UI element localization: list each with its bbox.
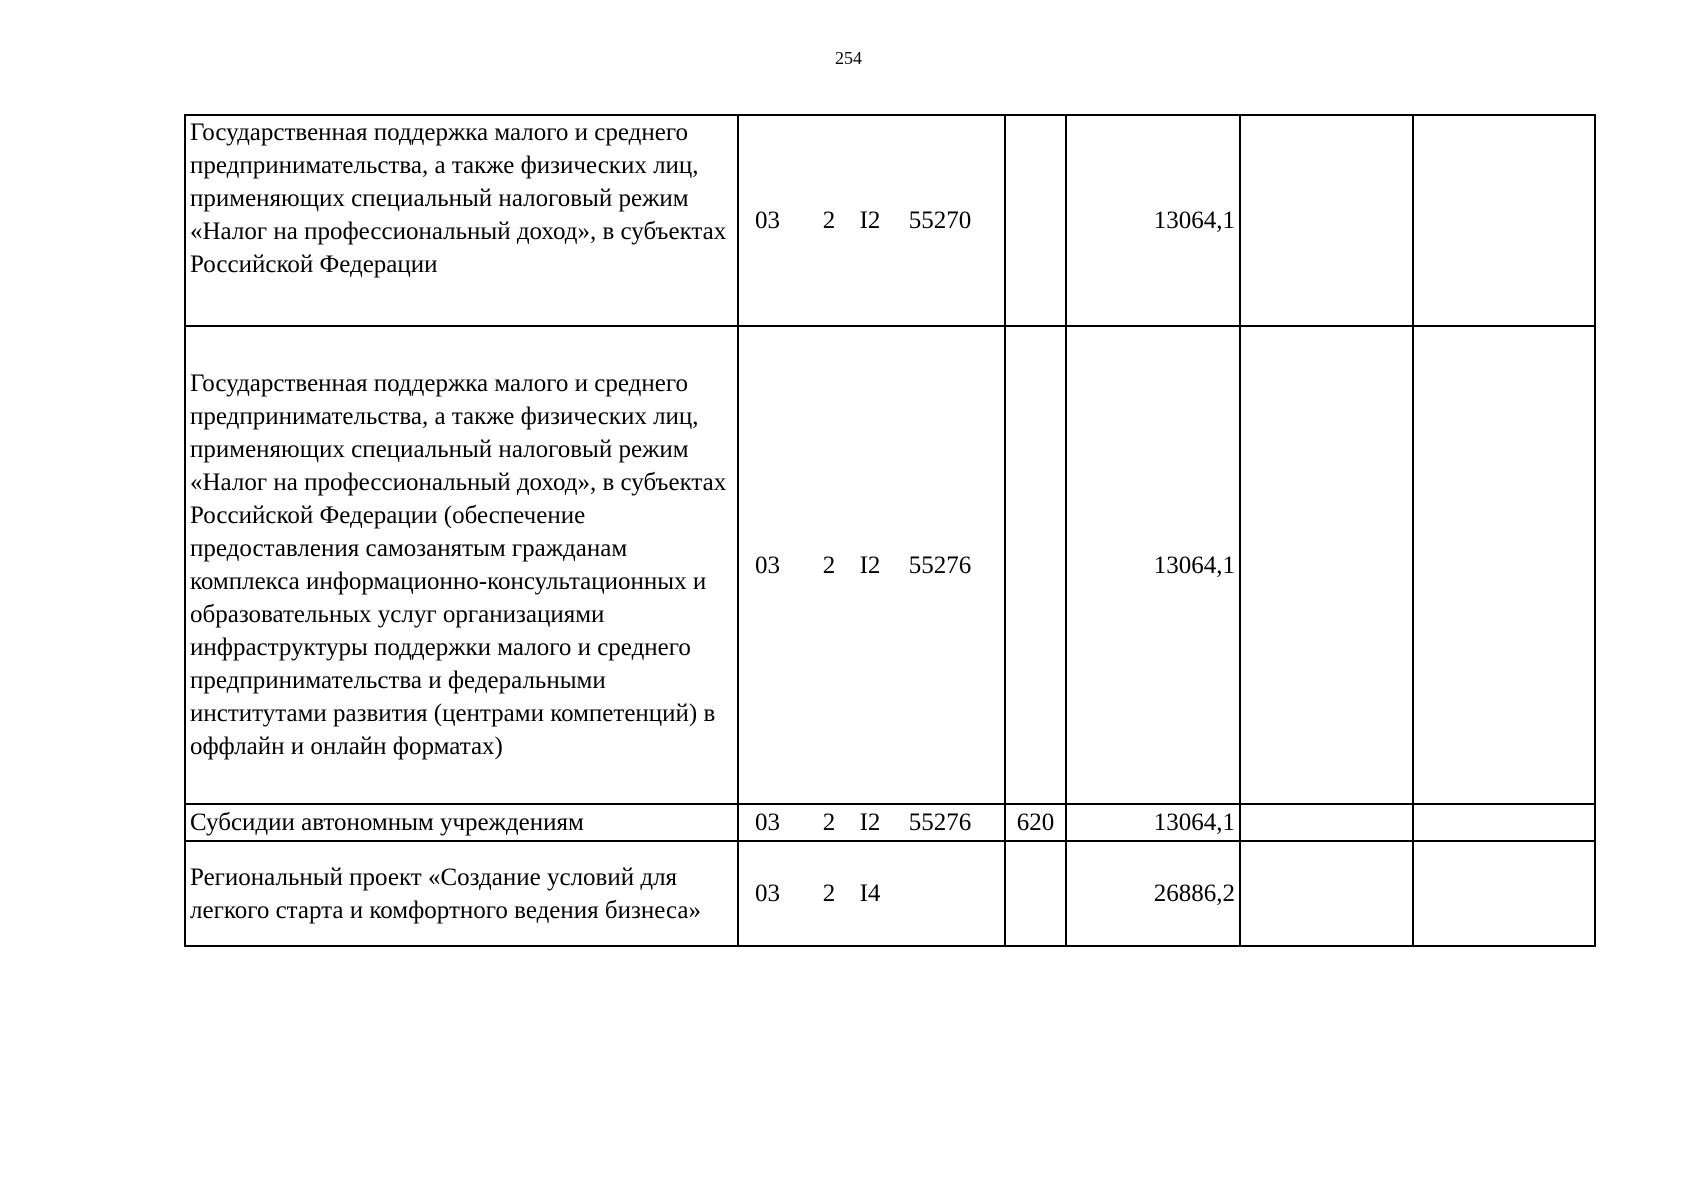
- code-sub: I2: [859, 207, 881, 234]
- code-sub: I2: [859, 809, 881, 836]
- row-codes: [738, 841, 1005, 946]
- code-rz: 03: [755, 551, 780, 579]
- table-row: [185, 326, 1595, 804]
- amount-col7: [1240, 326, 1413, 804]
- code-pr: 2: [822, 207, 836, 234]
- code-csr: 55276: [908, 551, 972, 579]
- row-name: Региональный проект «Создание условий для легкого старта и комфортного ведения бизнеса»: [185, 841, 738, 946]
- code-vr: [1005, 115, 1066, 326]
- code-vr: [1005, 326, 1066, 804]
- amount: 26886,2: [1066, 841, 1240, 946]
- amount: 13064,1: [1066, 326, 1240, 804]
- table-row: [185, 115, 1595, 326]
- row-name: Государственная поддержка малого и среднего предпринимательства, а также физических лиц, применяющих специальный налоговый режим «Налог на профессиональный доход», в субъектах Российской Федерации (обеспечение предоставления самозанятым гражданам комплекса информационно-консультационных и образовательных услуг организациями инфраструктуры поддержки малого и среднего предпринимательства и федеральными институтами развития (центрами компетенций) в оффлайн и онлайн форматах): [185, 326, 738, 804]
- code-rz: 03: [755, 880, 780, 907]
- code-csr: 55276: [908, 809, 972, 836]
- amount: 13064,1: [1066, 115, 1240, 326]
- amount: 13064,1: [1066, 804, 1240, 841]
- row-name: Субсидии автономным учреждениям: [185, 804, 738, 841]
- amount-col8: [1413, 326, 1595, 804]
- amount-col8: [1413, 115, 1595, 326]
- code-rz: 03: [755, 809, 780, 836]
- page-number: 254: [835, 48, 862, 68]
- code-sub: I4: [859, 880, 881, 907]
- code-csr: 55270: [908, 207, 972, 234]
- amount-col7: [1240, 841, 1413, 946]
- code-vr: 620: [1005, 804, 1066, 841]
- code-pr: 2: [822, 551, 836, 579]
- table-row: [185, 841, 1595, 946]
- code-pr: 2: [822, 880, 836, 907]
- amount-col8: [1413, 841, 1595, 946]
- amount-col7: [1240, 804, 1413, 841]
- row-name: Государственная поддержка малого и среднего предпринимательства, а также физических лиц, применяющих специальный налоговый режим «Налог на профессиональный доход», в субъектах Российской Федерации: [185, 115, 738, 326]
- row-codes: [738, 804, 1005, 841]
- amount-col8: [1413, 804, 1595, 841]
- budget-table: [184, 114, 1596, 947]
- row-codes: [738, 115, 1005, 326]
- amount-col7: [1240, 115, 1413, 326]
- code-rz: 03: [755, 207, 780, 234]
- code-pr: 2: [822, 809, 836, 836]
- row-codes: [738, 326, 1005, 804]
- table-row: [185, 804, 1595, 841]
- code-sub: I2: [859, 551, 881, 579]
- code-vr: [1005, 841, 1066, 946]
